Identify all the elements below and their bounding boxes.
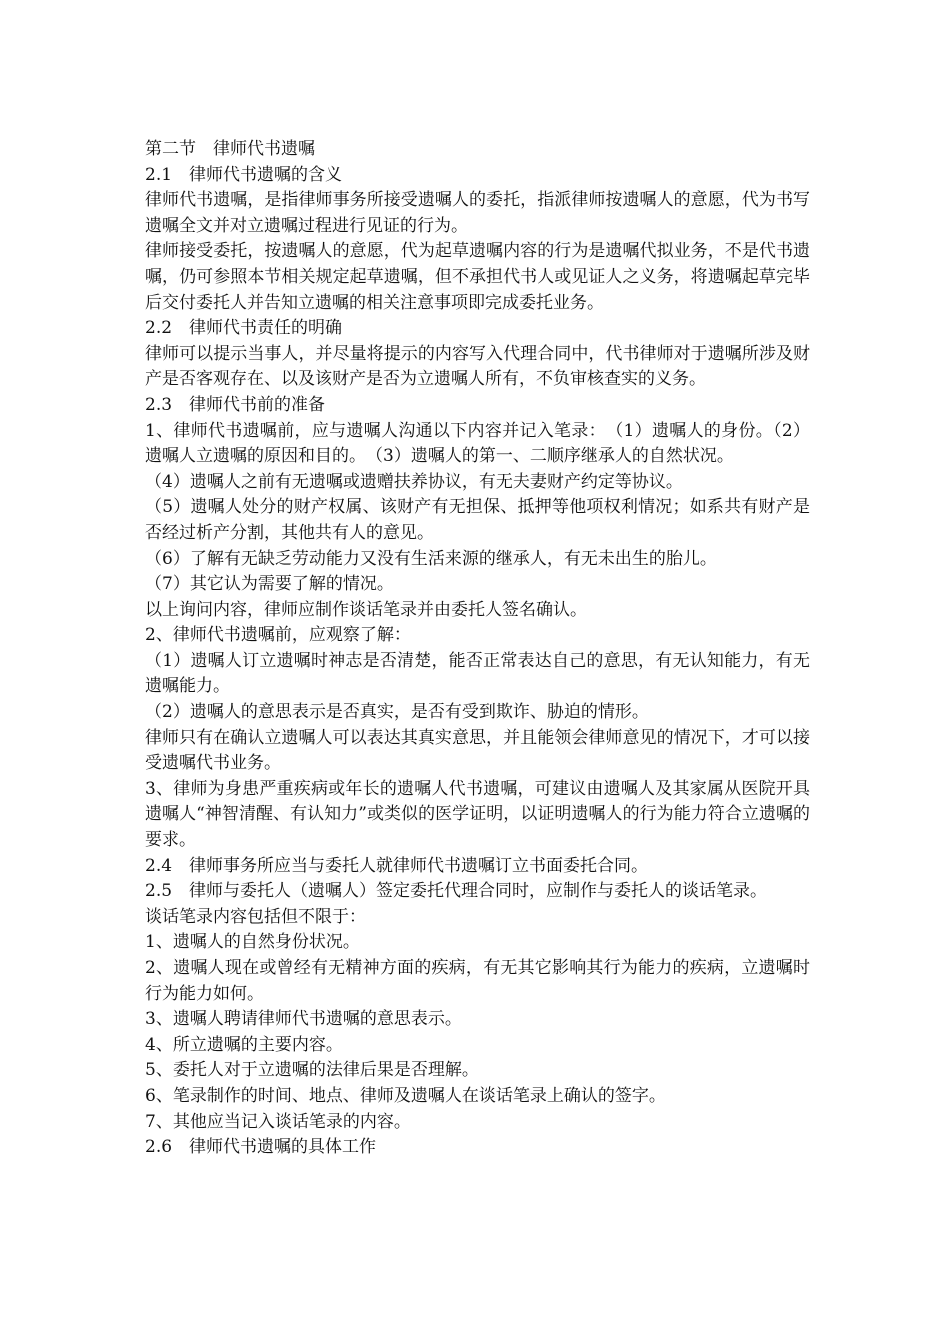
subsection-heading: 2.4 律师事务所应当与委托人就律师代书遗嘱订立书面委托合同。 — [145, 855, 649, 876]
list-item: 5、委托人对于立遗嘱的法律后果是否理解。 — [145, 1060, 479, 1081]
list-item: 1、遗嘱人的自然身份状况。 — [145, 932, 360, 953]
subsection-heading: 2.3 律师代书前的准备 — [145, 394, 326, 415]
subsection-heading: 2.1 律师代书遗嘱的含义 — [145, 164, 343, 185]
document-body — [145, 137, 810, 1161]
section-title: 第二节 律师代书遗嘱 — [145, 139, 315, 159]
paragraph: 谈话笔录内容包括但不限于： — [145, 906, 366, 927]
list-item: （1）遗嘱人订立遗嘱时神志是否清楚，能否正常表达自己的意思，有无认知能力，有无遗嘱能力。 — [145, 650, 810, 697]
subsection-heading: 2.5 律师与委托人（遗嘱人）签定委托代理合同时，应制作与委托人的谈话笔录。 — [145, 881, 768, 902]
paragraph: 2、律师代书遗嘱前，应观察了解： — [145, 625, 411, 646]
list-item: 7、其他应当记入谈话笔录的内容。 — [145, 1111, 411, 1132]
list-item: （7）其它认为需要了解的情况。 — [145, 574, 394, 595]
list-item: （5）遗嘱人处分的财产权属、该财产有无担保、抵押等他项权利情况；如系共有财产是否经过析产分割，其他共有人的意见。 — [145, 497, 810, 543]
paragraph: 3、律师为身患严重疾病或年长的遗嘱人代书遗嘱，可建议由遗嘱人及其家属从医院开具遗嘱人“神智清醒、有认知力”或类似的医学证明，以证明遗嘱人的行为能力符合立遗嘱的要求。 — [145, 778, 810, 851]
list-item: （2）遗嘱人的意思表示是否真实，是否有受到欺诈、胁迫的情形。 — [145, 702, 649, 723]
list-item: （6）了解有无缺乏劳动能力又没有生活来源的继承人，有无未出生的胎儿。 — [145, 548, 717, 569]
list-item: 3、遗嘱人聘请律师代书遗嘱的意思表示。 — [145, 1009, 462, 1030]
subsection-heading: 2.6 律师代书遗嘱的具体工作 — [145, 1137, 377, 1158]
paragraph: 1、律师代书遗嘱前，应与遗嘱人沟通以下内容并记入笔录： （1）遗嘱人的身份。（2）遗嘱人立遗嘱的原因和目的。 （3）遗嘱人的第一、二顺序继承人的自然状况。 — [145, 420, 810, 467]
paragraph: 律师接受委托，按遗嘱人的意愿，代为起草遗嘱内容的行为是遗嘱代拟业务，不是代书遗嘱，仍可参照本节相关规定起草遗嘱，但不承担代书人或见证人之义务，将遗嘱起草完毕后交付委托人并告知立遗嘱的相关注意事项即完成委托业务。 — [145, 241, 810, 313]
list-item: 4、所立遗嘱的主要内容。 — [145, 1034, 343, 1055]
list-item: 2、遗嘱人现在或曾经有无精神方面的疾病，有无其它影响其行为能力的疾病，立遗嘱时行为能力如何。 — [145, 958, 810, 1004]
list-item: （4）遗嘱人之前有无遗嘱或遗赠扶养协议，有无夫妻财产约定等协议。 — [145, 471, 683, 492]
subsection-heading: 2.2 律师代书责任的明确 — [145, 318, 343, 339]
paragraph: 以上询问内容，律师应制作谈话笔录并由委托人签名确认。 — [145, 599, 587, 620]
paragraph: 律师代书遗嘱，是指律师事务所接受遗嘱人的委托，指派律师按遗嘱人的意愿，代为书写遗嘱全文并对立遗嘱过程进行见证的行为。 — [145, 190, 810, 236]
paragraph: 律师可以提示当事人，并尽量将提示的内容写入代理合同中，代书律师对于遗嘱所涉及财产是否客观存在、以及该财产是否为立遗嘱人所有，不负审核查实的义务。 — [145, 343, 810, 390]
list-item: 6、笔录制作的时间、地点、律师及遗嘱人在谈话笔录上确认的签字。 — [145, 1085, 666, 1106]
paragraph: 律师只有在确认立遗嘱人可以表达其真实意思，并且能领会律师意见的情况下，才可以接受遗嘱代书业务。 — [145, 727, 810, 774]
